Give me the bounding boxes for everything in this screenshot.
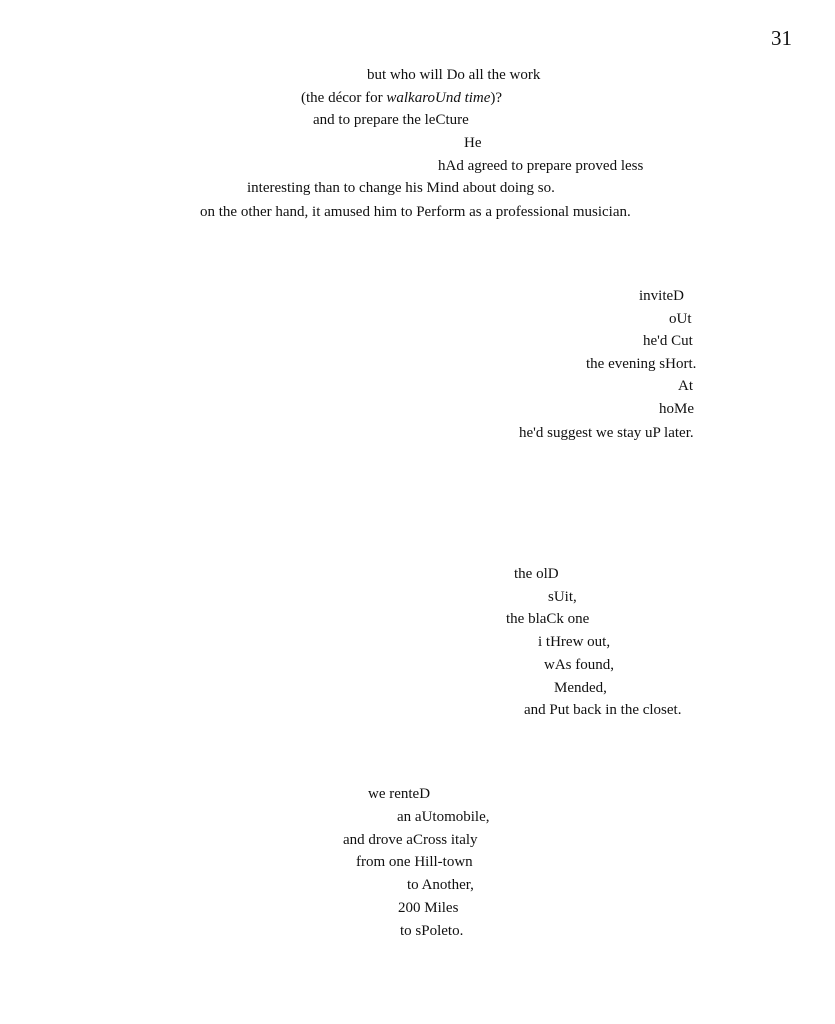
poem-line: and to prepare the leCture — [313, 112, 469, 128]
poem-line: we renteD — [368, 786, 431, 802]
poem-line: inviteD — [639, 288, 684, 304]
poem-line: but who will Do all the work — [367, 67, 541, 83]
poem-line: and drove aCross italy — [343, 832, 478, 848]
poem-line: the evening sHort. — [586, 356, 697, 372]
poem-line: an aUtomobile, — [397, 809, 490, 825]
poem-line: 200 Miles — [398, 900, 459, 916]
poem-line: oUt — [669, 311, 692, 327]
poem-line: hAd agreed to prepare proved less — [438, 158, 644, 174]
poem-line-text: (the décor for — [301, 90, 387, 106]
poem-line: Mended, — [554, 680, 607, 696]
poem-line: interesting than to change his Mind about doing so. — [247, 180, 555, 196]
poem-line: hoMe — [659, 401, 694, 417]
poem-line: and Put back in the closet. — [524, 702, 682, 718]
poem-line: to Another, — [407, 877, 474, 893]
poem-line: the blaCk one — [506, 611, 590, 627]
poem-line: He — [464, 135, 482, 151]
poem-line: to sPoleto. — [400, 923, 464, 939]
poem-line: he'd Cut — [643, 333, 693, 349]
poem-line-italic-title: walkaroUnd time — [386, 90, 491, 106]
page-number: 31 — [771, 26, 792, 50]
poem-line: the olD — [514, 566, 559, 582]
poem-line: he'd suggest we stay uP later. — [519, 425, 694, 441]
poem-line: i tHrew out, — [538, 634, 611, 650]
poem-line: At — [678, 378, 693, 394]
poem-line-text: )? — [490, 90, 503, 106]
poem-line: wAs found, — [544, 657, 614, 673]
poem-line — [301, 89, 502, 107]
poem-line: on the other hand, it amused him to Perform as a professional musician. — [200, 204, 631, 220]
poem-line: sUit, — [548, 589, 577, 605]
poem-line: from one Hill-town — [356, 854, 473, 870]
